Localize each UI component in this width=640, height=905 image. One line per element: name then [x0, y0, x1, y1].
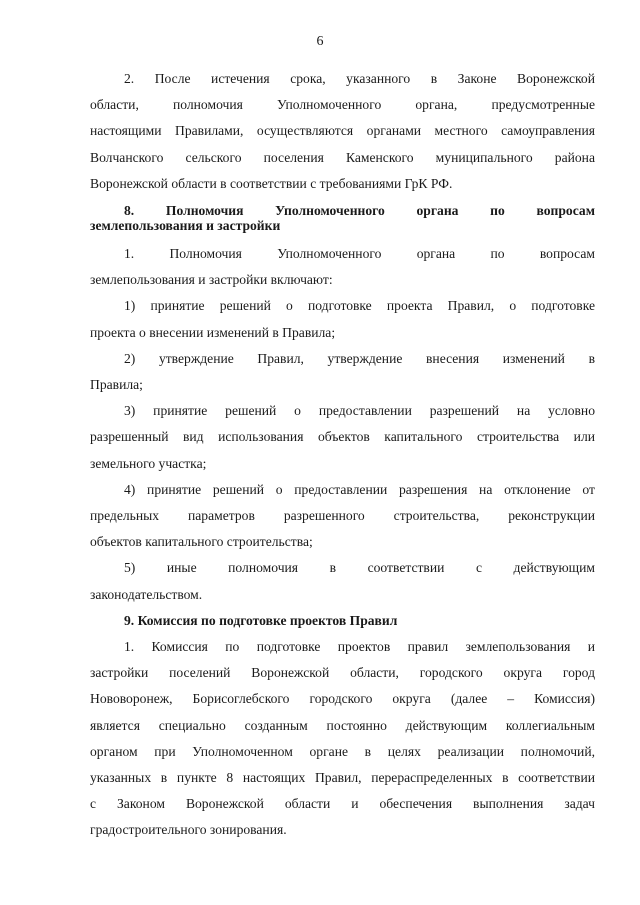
section9-line-5: органом при Уполномоченном органе в целях реализации полномочий,	[90, 743, 595, 759]
section8-item3-line-1: 3) принятие решений о предоставлении разрешений на условно	[124, 403, 595, 419]
para2-line-5: Воронежской области в соответствии с требованиями ГрК РФ.	[90, 175, 453, 191]
section8-item2-line-2: Правила;	[90, 377, 143, 393]
section8-item2-line-1: 2) утверждение Правил, утверждение внесения изменений в	[124, 350, 595, 366]
section8-item5-line-1: 5) иные полномочия в соответствии с действующим	[124, 560, 595, 576]
section8-item3-line-3: земельного участка;	[90, 455, 207, 471]
section8-heading-line-2: землепользования и застройки	[90, 218, 281, 234]
section8-item4-line-3: объектов капитального строительства;	[90, 534, 313, 550]
section8-item1-line-2: проекта о внесении изменений в Правила;	[90, 324, 336, 340]
section9-line-3: Нововоронеж, Борисоглебского городского округа (далее – Комиссия)	[90, 691, 595, 707]
section8-item4-line-2: предельных параметров разрешенного строительства, реконструкции	[90, 508, 595, 524]
section8-item5-line-2: законодательством.	[90, 586, 203, 602]
para2-line-1: 2. После истечения срока, указанного в Законе Воронежской	[124, 71, 595, 86]
section8-p1-line-2: землепользования и застройки включают:	[90, 272, 333, 288]
section8-item1-line-1: 1) принятие решений о подготовке проекта Правил, о подготовке	[124, 298, 595, 314]
document-body	[90, 66, 595, 844]
section8-item3-line-2: разрешенный вид использования объектов капитального строительства или	[90, 429, 595, 445]
section9-line-4: является специально созданным постоянно действующим коллегиальным	[90, 717, 595, 733]
para2-line-4: Волчанского сельского поселения Каменского муниципального района	[90, 149, 595, 165]
para2-line-2: области, полномочия Уполномоченного органа, предусмотренные	[90, 97, 595, 113]
para2-line-3: настоящими Правилами, осуществляются органами местного самоуправления	[90, 123, 595, 139]
page-number: 6	[316, 34, 324, 49]
section8-heading-line-1: 8. Полномочия Уполномоченного органа по вопросам	[124, 203, 595, 219]
section9-line-2: застройки поселений Воронежской области, городского округа город	[90, 665, 595, 681]
section8-p1-line-1: 1. Полномочия Уполномоченного органа по вопросам	[124, 246, 595, 262]
section9-line-7: с Законом Воронежской области и обеспечения выполнения задач	[90, 796, 595, 812]
section9-line-8: градостроительного зонирования.	[90, 822, 287, 838]
section9-heading: 9. Комиссия по подготовке проектов Правил	[124, 612, 398, 628]
section9-line-6: указанных в пункте 8 настоящих Правил, перераспределенных в соответствии	[90, 770, 595, 786]
section8-item4-line-1: 4) принятие решений о предоставлении разрешения на отклонение от	[124, 481, 595, 497]
section9-line-1: 1. Комиссия по подготовке проектов правил землепользования и	[124, 639, 595, 655]
